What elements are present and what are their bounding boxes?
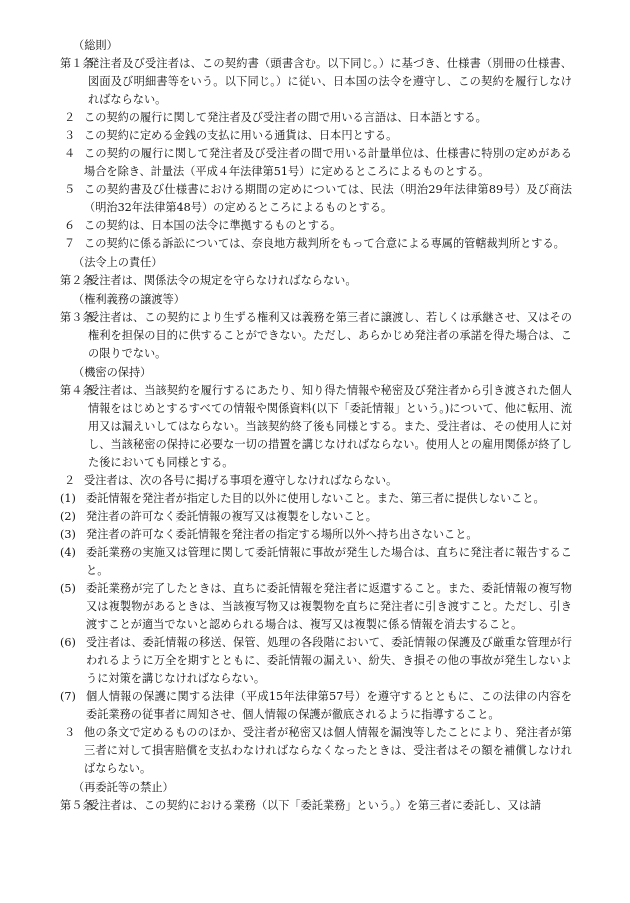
article-1-para-3	[60, 127, 572, 145]
article-3-text: 受注者は、この契約により生ずる権利又は義務を第三者に譲渡し、若しくは承継させ、又はその権利を担保の目的に供することができない。ただし、あらかじめ発注者の承諾を得た場合は、この限りでない。	[88, 311, 572, 360]
article-4-para-2-item-5-text: 委託業務が完了したときは、直ちに委託情報を発注者に返還すること。また、委託情報の複写物又は複製物があるときは、当該複写物又は複製物を直ちに発注者に引き渡すこと。ただし、引き渡すことが適当でないと認められる場合は、複写又は複製に係る情報を消去すること。	[86, 582, 572, 631]
article-4-para-2-item-2	[60, 508, 572, 526]
article-4-para-2-item-2-text: 発注者の許可なく委託情報の複写又は複製をしないこと。	[86, 510, 377, 523]
article-1-para-4	[60, 145, 572, 181]
article-4-para-2-item-3-label: (3)	[60, 528, 76, 541]
article-1-para-5-text: この契約書及び仕様書における期間の定めについては、民法（明治29年法律第89号）及び商法（明治32年法律第48号）の定めるところによるものとする。	[84, 183, 572, 214]
article-1-para-3-label: ３	[64, 129, 76, 142]
article-4-para-2-item-1-label: (1)	[60, 492, 76, 505]
document-page	[60, 36, 572, 815]
heading-legal-liability: （法令上の責任）	[73, 256, 163, 269]
article-1-para-5-label: ５	[64, 183, 76, 196]
article-1-para-7-label: ７	[64, 237, 76, 250]
article-1-para-6-label: ６	[64, 219, 76, 232]
article-4-para-2-item-4	[60, 544, 572, 580]
article-3	[60, 309, 572, 363]
article-4-para-2-item-7	[60, 688, 572, 724]
article-4-para-2	[60, 472, 572, 490]
article-4-para-1	[60, 382, 572, 472]
article-4-para-2-item-1-text: 委託情報を発注者が指定した目的以外に使用しないこと。また、第三者に提供しないこと。	[86, 492, 545, 505]
article-4-para-2-item-5	[60, 580, 572, 634]
heading-subcontracting: （再委託等の禁止）	[73, 781, 174, 794]
article-1-para-4-text: この契約の履行に関して発注者及び受注者の間で用いる計量単位は、仕様書に特別の定めがある場合を除き、計量法（平成４年法律第51号）に定めるところによるものとする。	[84, 147, 572, 178]
article-1-para-1-label: 第１条	[60, 57, 94, 70]
article-4-para-2-item-5-label: (5)	[60, 582, 76, 595]
article-1-para-6-text: この契約は、日本国の法令に準拠するものとする。	[84, 219, 342, 232]
article-1-para-4-label: ４	[64, 147, 76, 160]
article-1-para-5	[60, 181, 572, 217]
heading-general: （総則）	[73, 39, 118, 52]
heading-prohibition-of-transfer: （権利義務の譲渡等）	[73, 293, 185, 306]
article-4-para-2-item-6-label: (6)	[60, 636, 76, 649]
article-4-para-2-item-3	[60, 526, 572, 544]
article-4-para-2-item-7-label: (7)	[60, 690, 76, 703]
article-1-para-7-text: この契約に係る訴訟については、奈良地方裁判所をもって合意による専属的管轄裁判所とする。	[84, 237, 565, 250]
article-4-para-2-item-6	[60, 634, 572, 688]
article-4-para-2-label: ２	[64, 474, 76, 487]
article-4-para-3-label: ３	[64, 726, 76, 739]
article-4-para-2-item-4-text: 委託業務の実施又は管理に関して委託情報に事故が発生した場合は、直ちに発注者に報告すること。	[86, 546, 572, 577]
article-5-text: 受注者は、この契約における業務（以下「委託業務」という。）を第三者に委託し、又は請	[88, 799, 542, 812]
article-1-para-7	[60, 235, 572, 253]
article-4-para-2-item-7-text: 個人情報の保護に関する法律（平成15年法律第57号）を遵守するとともに、この法律の内容を委託業務の従事者に周知させ、個人情報の保護が徹底されるように指導すること。	[86, 690, 572, 721]
article-1-para-2-label: ２	[64, 111, 76, 124]
article-1-para-1-text: 発注者及び受注者は、この契約書（頭書含む。以下同じ。）に基づき、仕様書（別冊の仕様書、図面及び明細書等をいう。以下同じ。）に従い、日本国の法令を遵守し、この契約を履行しなければならない。	[88, 57, 572, 106]
article-4-para-3-text: 他の条文で定めるもののほか、受注者が秘密又は個人情報を漏洩等したことにより、発注者が第三者に対して損害賠償を支払わなければならなくなったときは、受注者はその額を補償しなければならない。	[84, 726, 572, 775]
article-4-para-1-text: 受注者は、当該契約を履行するにあたり、知り得た情報や秘密及び発注者から引き渡された個人情報をはじめとするすべての情報や関係資料(以下「委託情報」という。)について、他に転用、流用又は漏えいしてはならない。当該契約終了後も同様とする。また、受注者は、その使用人に対し、当該秘密の保持に必要な一切の措置を講じなければならない。使用人との雇用関係が終了した後においても同様とする。	[88, 384, 572, 469]
article-1-para-1	[60, 55, 572, 109]
article-5	[60, 797, 572, 815]
article-4-para-2-item-2-label: (2)	[60, 510, 76, 523]
article-4-para-1-label: 第４条	[60, 384, 94, 397]
article-4-para-3	[60, 724, 572, 778]
article-2-label: 第２条	[60, 274, 94, 287]
article-4-para-2-item-4-label: (4)	[60, 546, 76, 559]
article-1-para-6	[60, 217, 572, 235]
article-2-text: 受注者は、関係法令の規定を守らなければならない。	[88, 274, 357, 287]
article-4-para-2-item-6-text: 受注者は、委託情報の移送、保管、処理の各段階において、委託情報の保護及び厳重な管理が行われるように万全を期すとともに、委託情報の漏えい、紛失、き損その他の事故が発生しないように対策を講じなければならない。	[86, 636, 572, 685]
article-1-para-2	[60, 109, 572, 127]
article-1-para-2-text: この契約の履行に関して発注者及び受注者の間で用いる言語は、日本語とする。	[84, 111, 487, 124]
article-4-para-2-item-3-text: 発注者の許可なく委託情報を発注者の指定する場所以外へ持ち出さないこと。	[86, 528, 478, 541]
article-5-label: 第５条	[60, 799, 94, 812]
article-3-label: 第３条	[60, 311, 94, 324]
heading-confidentiality: （機密の保持）	[73, 366, 152, 379]
article-2	[60, 272, 572, 290]
article-4-para-2-item-1	[60, 490, 572, 508]
article-1-para-3-text: この契約に定める金銭の支払に用いる通貨は、日本円とする。	[84, 129, 398, 142]
article-4-para-2-text: 受注者は、次の各号に掲げる事項を遵守しなければならない。	[84, 474, 398, 487]
